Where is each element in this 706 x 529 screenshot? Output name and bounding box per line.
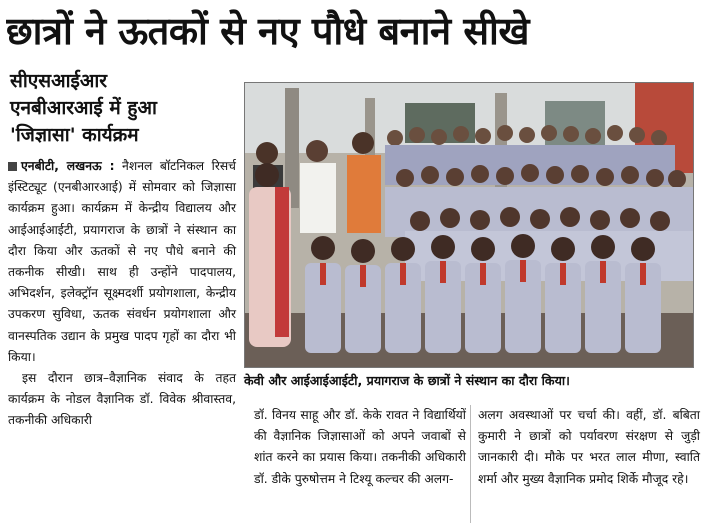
headline: छात्रों ने ऊतकों से नए पौधे बनाने सीखे	[6, 9, 529, 53]
subhead-line-3: 'जिज्ञासा' कार्यक्रम	[10, 124, 139, 146]
article-column-left	[8, 156, 236, 432]
subheadline	[10, 68, 236, 149]
column-divider	[470, 405, 471, 523]
subhead-line-1: सीएसआईआर	[10, 70, 108, 92]
dateline: एनबीटी, लखनऊ :	[21, 159, 115, 173]
dateline-square-icon	[8, 162, 17, 171]
paragraph-1-text: नैशनल बॉटनिकल रिसर्च इंस्टिट्यूट (एनबीआरआई) में सोमवार को जिज्ञासा कार्यक्रम हुआ। कार्यक्रम में केन्द्रीय विद्यालय और आईआईआईटी, प्रयागराज के छात्रों ने संस्थान का दौरा किया और ऊतकों से नए पौधे बनाने की तकनीक सीखी। साथ ही उन्होंने पादपालय, अभिदर्शन, इलेक्ट्रॉन सूक्ष्मदर्शी प्रयोगशाला, केन्द्रीय उपकरण सुविधा, ऊतक संवर्धन प्रयोगशाला और वानस्पतिक उद्यान के प्रमुख पादप गृहों का दौरा भी किया।	[8, 159, 236, 364]
article-paragraph-2: इस दौरान छात्र–वैज्ञानिक संवाद के तहत कार्यक्रम के नोडल वैज्ञानिक डॉ. विवेक श्रीवास्तव, तकनीकी अधिकारी	[8, 371, 236, 428]
article-column-middle: डॉ. विनय साहू और डॉ. केके रावत ने विद्यार्थियों की वैज्ञानिक जिज्ञासाओं को अपने जवाबों से शांत करने का प्रयास किया। तकनीकी अधिकारी डॉ. डीके पुरुषोत्तम ने टिश्यू कल्चर की अलग-	[254, 408, 466, 486]
group-photo-illustration	[245, 83, 694, 368]
photo-caption: केवी और आईआईआईटी, प्रयागराज के छात्रों ने संस्थान का दौरा किया।	[244, 373, 570, 388]
subhead-line-2: एनबीआरआई में हुआ	[10, 97, 157, 119]
article-paragraph-1	[8, 156, 236, 368]
article-column-right: अलग अवस्थाओं पर चर्चा की। वहीं, डॉ. बबिता कुमारी ने छात्रों को पर्यावरण संरक्षण से जुड़ी जानकारी दी। मौके पर भरत लाल मीणा, स्वाति शर्मा और मुख्य वैज्ञानिक प्रमोद शिर्के मौजूद रहे।	[478, 408, 700, 486]
students-group-photo	[244, 82, 694, 368]
